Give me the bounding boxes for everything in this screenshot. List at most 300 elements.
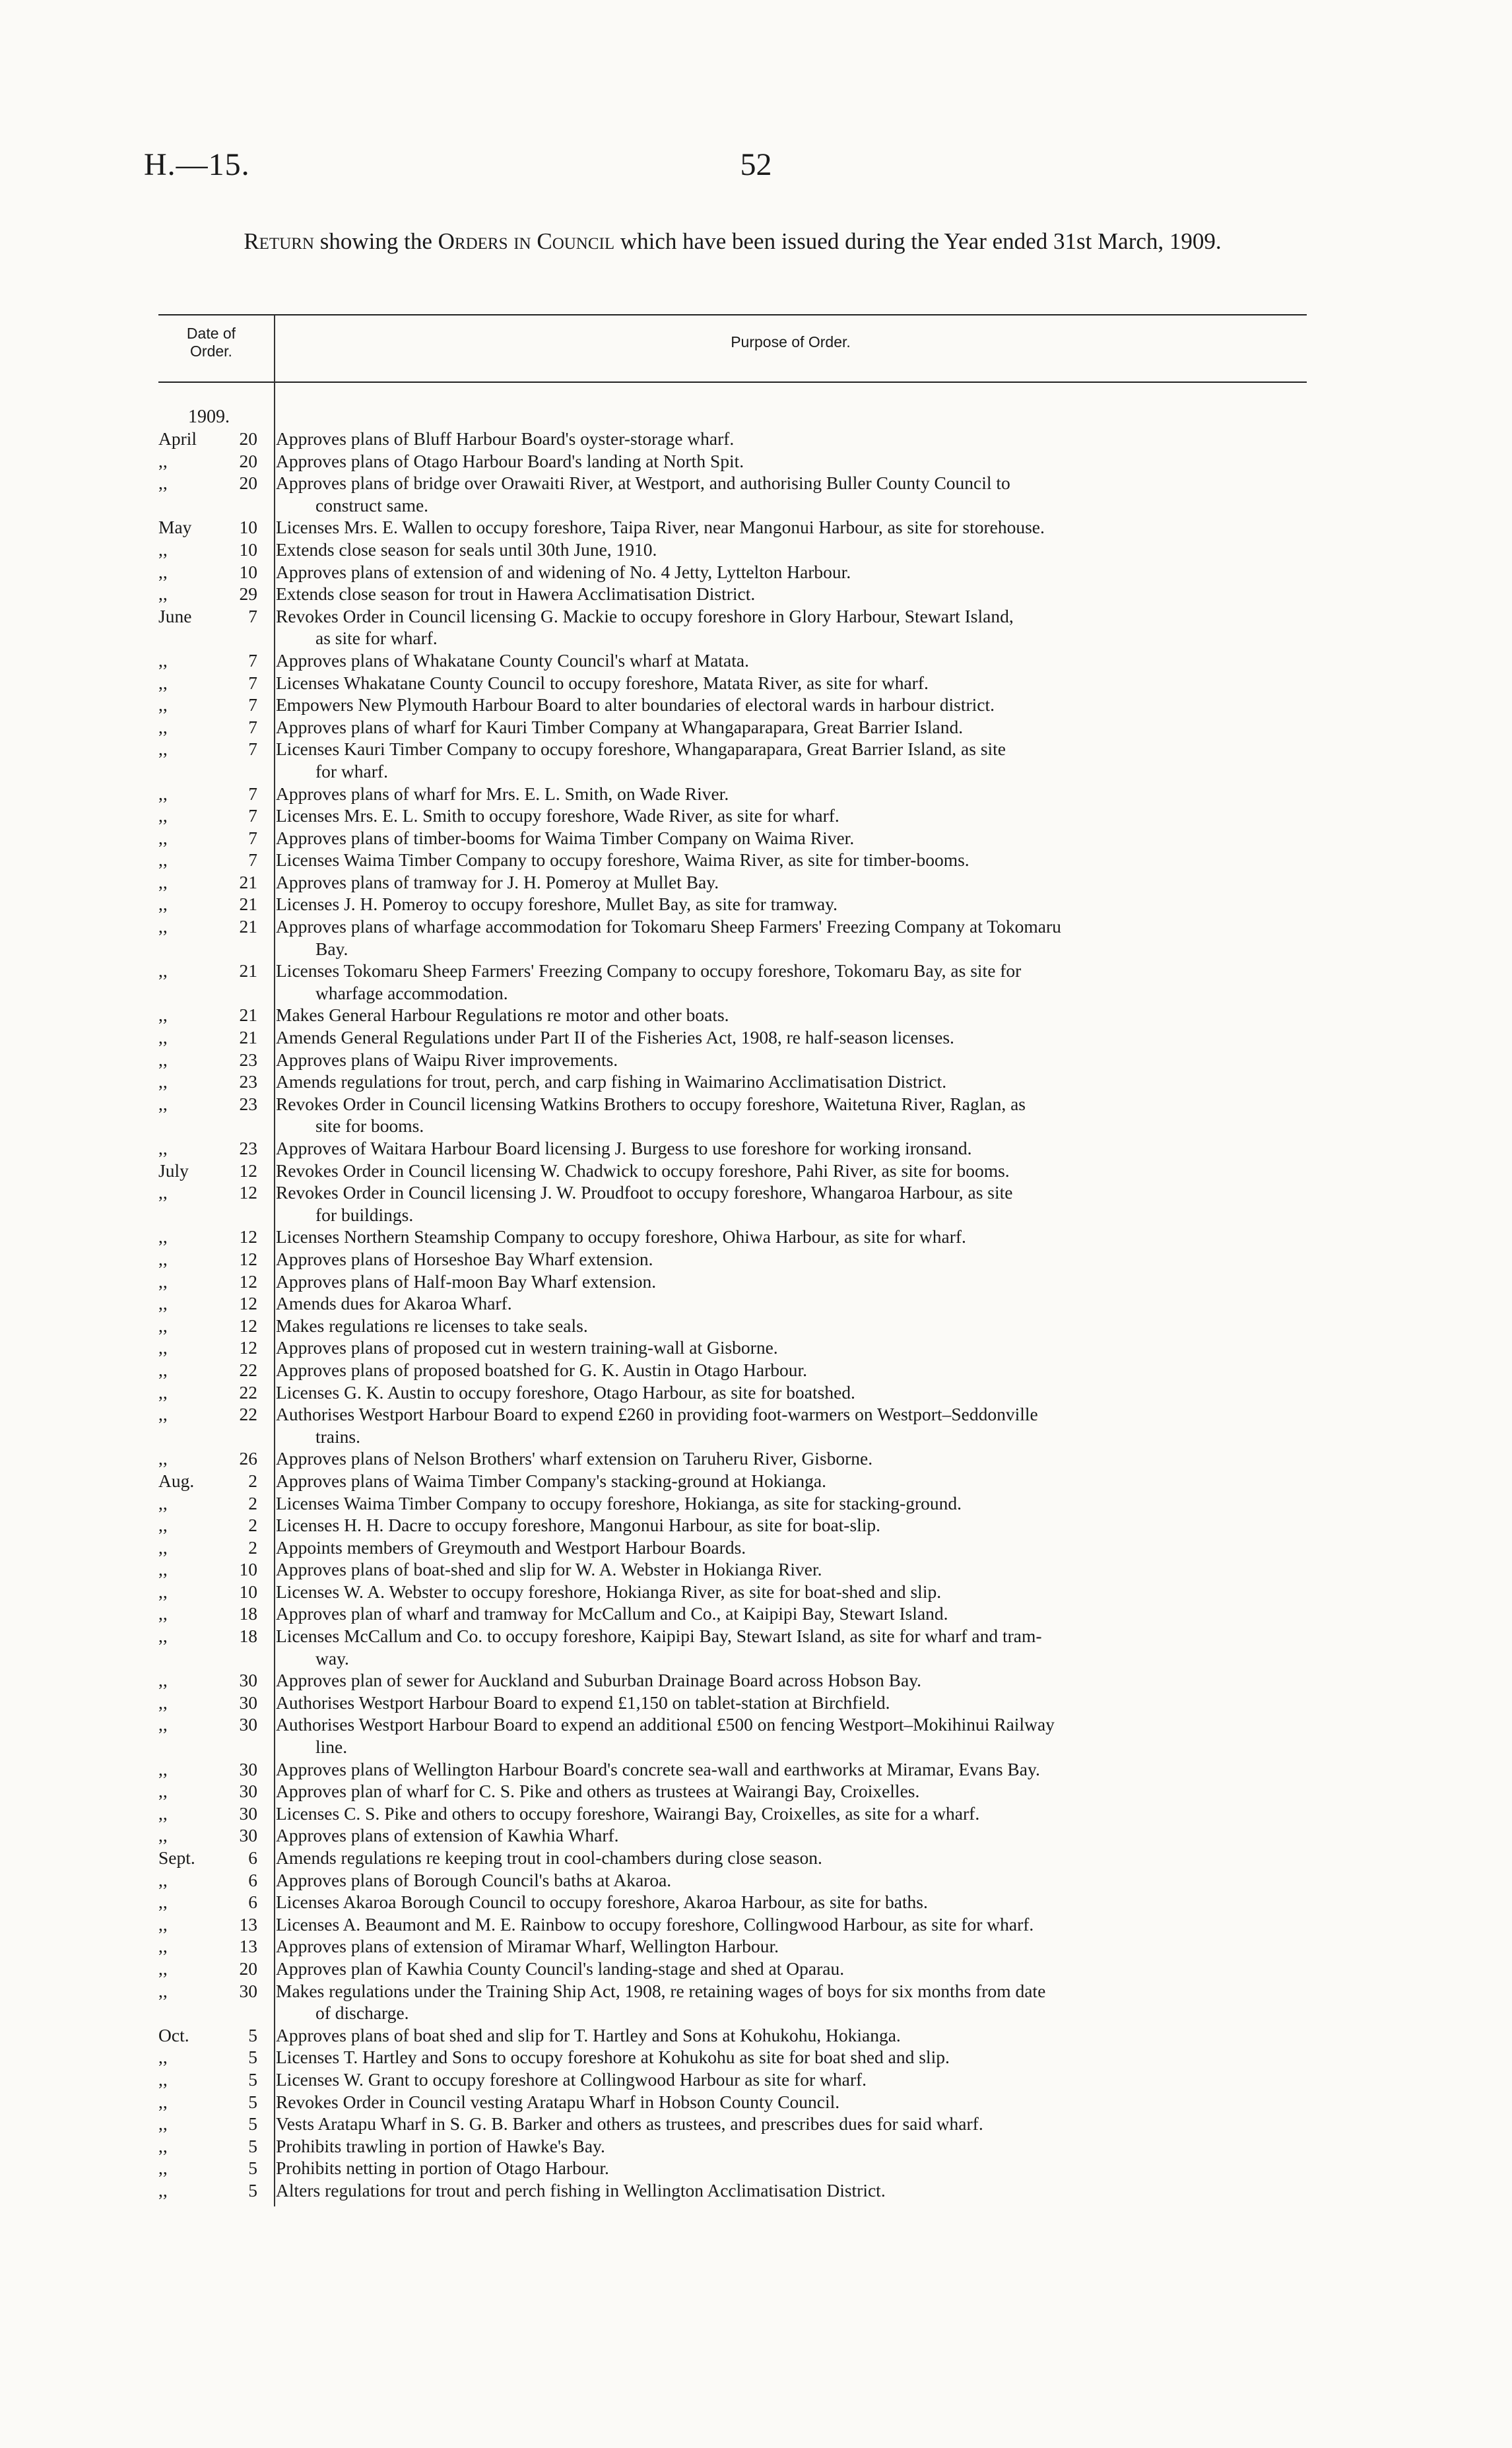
order-month: ,, [158, 1958, 168, 1979]
order-purpose-continuation: of discharge. [315, 2002, 409, 2024]
order-day: 6 [248, 1847, 257, 1868]
table-row [158, 1581, 1307, 1603]
order-purpose-line: Prohibits trawling in portion of Hawke's Bay. [276, 2135, 605, 2156]
order-purpose [257, 738, 1307, 782]
order-month: ,, [158, 1892, 168, 1913]
order-day: 30 [239, 1825, 257, 1846]
table-row [158, 1603, 1307, 1625]
order-month: ,, [158, 1781, 168, 1802]
order-purpose [257, 1581, 1307, 1603]
order-purpose [257, 1271, 1307, 1293]
order-day: 5 [248, 2091, 257, 2112]
order-purpose-line: Alters regulations for trout and perch fishing in Wellington Acclimatisation District. [276, 2179, 886, 2200]
order-day: 7 [248, 672, 257, 693]
order-purpose-line: Approves plans of Waipu River improvements. [276, 1049, 618, 1070]
order-day: 23 [239, 1138, 257, 1158]
order-month: ,, [158, 1803, 168, 1824]
table-row [158, 871, 1307, 894]
table-row [158, 539, 1307, 561]
document-title [158, 228, 1307, 255]
table-row [158, 2024, 1307, 2047]
order-purpose-line: Amends regulations re keeping trout in cool-chambers during close season. [276, 1847, 822, 1868]
order-month: ,, [158, 1337, 168, 1358]
order-purpose-line: Approves plans of wharfage accommodation for Tokomaru Sheep Farmers' Freezing Company at Tokomaru [276, 916, 1061, 937]
order-purpose [257, 1403, 1307, 1447]
order-month: ,, [158, 539, 168, 560]
order-month: April [158, 428, 197, 449]
order-day: 13 [239, 1936, 257, 1957]
table-row [158, 1780, 1307, 1803]
table-row [158, 1049, 1307, 1071]
order-day: 7 [248, 649, 257, 671]
order-month: May [158, 517, 192, 538]
table-row [158, 1004, 1307, 1026]
table-row [158, 1935, 1307, 1958]
order-purpose [257, 1181, 1307, 1226]
order-purpose-line: Licenses Mrs. E. Wallen to occupy foreshore, Taipa River, near Mangonui Harbour, as site for storehouse. [276, 517, 1045, 538]
order-month: ,, [158, 1537, 168, 1558]
order-month: ,, [158, 1293, 168, 1314]
order-day: 29 [239, 583, 257, 605]
table-row [158, 716, 1307, 739]
order-day: 6 [248, 1892, 257, 1913]
table-row [158, 2179, 1307, 2202]
title-orders-in-council: Orders in Council [438, 228, 615, 254]
order-purpose [257, 1514, 1307, 1537]
order-day: 12 [239, 1337, 257, 1358]
order-purpose-line: Approves plans of Wellington Harbour Board's concrete sea-wall and earthworks at Miramar, Evans Bay. [276, 1758, 1040, 1779]
order-month: ,, [158, 1559, 168, 1580]
order-purpose [257, 1381, 1307, 1404]
order-purpose [257, 1537, 1307, 1559]
order-month: ,, [158, 2068, 168, 2090]
order-purpose-continuation: for buildings. [315, 1204, 414, 1225]
order-purpose-line: Approves plans of boat shed and slip for T. Hartley and Sons at Kohukohu, Hokianga. [276, 2024, 901, 2045]
order-day: 30 [239, 1670, 257, 1691]
order-day: 7 [248, 849, 257, 871]
order-purpose-line: Extends close season for trout in Hawera Acclimatisation District. [276, 583, 756, 605]
order-month: ,, [158, 894, 168, 915]
order-purpose [257, 2068, 1307, 2091]
table-row [158, 1271, 1307, 1293]
table-row [158, 672, 1307, 694]
order-purpose-line: Vests Aratapu Wharf in S. G. B. Barker and others as trustees, and prescribes dues for said wharf. [276, 2113, 983, 2134]
order-month: ,, [158, 1226, 168, 1247]
order-purpose-line: Licenses Waima Timber Company to occupy foreshore, Hokianga, as site for stacking-ground. [276, 1492, 962, 1513]
order-day: 12 [239, 1271, 257, 1292]
order-month: ,, [158, 739, 168, 760]
order-purpose [257, 1824, 1307, 1847]
order-day: 26 [239, 1448, 257, 1469]
order-day: 30 [239, 1714, 257, 1735]
order-day: 21 [239, 916, 257, 937]
order-day: 30 [239, 1758, 257, 1779]
order-purpose [257, 1780, 1307, 1803]
table-row [158, 1692, 1307, 1714]
table-row [158, 1891, 1307, 1913]
order-purpose-line: Approves plans of bridge over Orawaiti River, at Westport, and authorising Buller County Council to [276, 473, 1010, 494]
order-day: 21 [239, 894, 257, 915]
table-top-rule [158, 314, 1307, 315]
order-day: 5 [248, 2024, 257, 2045]
order-purpose [257, 694, 1307, 716]
order-purpose [257, 2179, 1307, 2202]
order-day: 2 [248, 1515, 257, 1536]
table-row [158, 849, 1307, 871]
title-word-return: Return [244, 228, 314, 254]
order-day: 7 [248, 783, 257, 804]
page-number: 52 [740, 147, 772, 182]
order-day: 10 [239, 561, 257, 582]
order-purpose [257, 2091, 1307, 2113]
order-month: ,, [158, 849, 168, 871]
order-month: ,, [158, 1869, 168, 1890]
page-reference: H.—15. [144, 147, 250, 182]
order-purpose-line: Approves plans of Otago Harbour Board's landing at North Spit. [276, 450, 744, 471]
order-purpose-line: Approves plans of proposed boatshed for G. K. Austin in Otago Harbour. [276, 1359, 808, 1380]
table-row [158, 605, 1307, 649]
table-row [158, 450, 1307, 473]
order-day: 7 [248, 827, 257, 848]
order-day: 7 [248, 739, 257, 760]
table-row [158, 738, 1307, 782]
order-purpose [257, 1492, 1307, 1515]
order-purpose [257, 716, 1307, 739]
order-purpose-line: Amends dues for Akaroa Wharf. [276, 1293, 512, 1314]
order-purpose-continuation: line. [315, 1737, 348, 1758]
table-row [158, 827, 1307, 849]
order-day: 12 [239, 1315, 257, 1336]
order-month: ,, [158, 1315, 168, 1336]
order-purpose-line: Amends regulations for trout, perch, and carp fishing in Waimarino Acclimatisation District. [276, 1071, 947, 1092]
order-day: 5 [248, 2158, 257, 2179]
table-row [158, 516, 1307, 539]
order-purpose-line: Approves plans of extension of Kawhia Wharf. [276, 1825, 619, 1846]
order-purpose-line: Revokes Order in Council licensing Watkins Brothers to occupy foreshore, Waitetuna River, Raglan, as [276, 1093, 1026, 1114]
order-purpose-line: Licenses Northern Steamship Company to occupy foreshore, Ohiwa Harbour, as site for wharf. [276, 1226, 966, 1247]
order-purpose [257, 1935, 1307, 1958]
order-day: 12 [239, 1160, 257, 1181]
order-day: 21 [239, 1005, 257, 1026]
order-month: ,, [158, 561, 168, 582]
order-month: ,, [158, 783, 168, 804]
order-purpose [257, 960, 1307, 1004]
order-day: 10 [239, 1559, 257, 1580]
order-purpose-line: Approves plans of Waima Timber Company's stacking-ground at Hokianga. [276, 1470, 826, 1491]
order-day: 2 [248, 1537, 257, 1558]
order-day: 5 [248, 2135, 257, 2156]
order-purpose-continuation: Bay. [315, 938, 348, 959]
order-purpose [257, 1137, 1307, 1160]
order-day: 12 [239, 1182, 257, 1203]
order-purpose [257, 1980, 1307, 2024]
order-day: 22 [239, 1359, 257, 1380]
order-purpose-line: Approves plans of boat-shed and slip for W. A. Webster in Hokianga River. [276, 1559, 822, 1580]
order-purpose-line: Approves plans of tramway for J. H. Pomeroy at Mullet Bay. [276, 871, 719, 892]
table-row [158, 2091, 1307, 2113]
order-month: ,, [158, 672, 168, 693]
table-row [158, 1248, 1307, 1271]
table-row [158, 428, 1307, 450]
order-day: 7 [248, 716, 257, 737]
order-purpose [257, 2024, 1307, 2047]
order-month: ,, [158, 1248, 168, 1269]
order-month: ,, [158, 805, 168, 826]
order-month: ,, [158, 2135, 168, 2156]
order-purpose-continuation: trains. [315, 1426, 360, 1447]
order-purpose [257, 1315, 1307, 1337]
table-row [158, 1758, 1307, 1781]
order-purpose-line: Licenses Kauri Timber Company to occupy foreshore, Whangaparapara, Great Barrier Island, as site [276, 739, 1006, 760]
order-purpose [257, 1803, 1307, 1825]
order-month: ,, [158, 1093, 168, 1114]
order-purpose-line: Licenses Waima Timber Company to occupy foreshore, Waima River, as site for timber-booms. [276, 849, 970, 871]
table-row [158, 1292, 1307, 1315]
order-day: 18 [239, 1603, 257, 1624]
order-purpose-line: Appoints members of Greymouth and Westport Harbour Boards. [276, 1537, 746, 1558]
order-purpose [257, 1049, 1307, 1071]
order-day: 5 [248, 2047, 257, 2068]
table-row [158, 1847, 1307, 1869]
order-day: 5 [248, 2113, 257, 2134]
table-row [158, 805, 1307, 827]
order-purpose [257, 1625, 1307, 1669]
table-row [158, 1226, 1307, 1248]
title-text-a: showing the [319, 228, 432, 254]
order-day: 20 [239, 450, 257, 471]
order-month: ,, [158, 960, 168, 981]
order-purpose-continuation: as site for wharf. [315, 628, 438, 649]
table-row [158, 1315, 1307, 1337]
order-month: ,, [158, 2047, 168, 2068]
order-month: ,, [158, 1626, 168, 1647]
order-purpose-line: Approves of Waitara Harbour Board licensing J. Burgess to use foreshore for working ironsand. [276, 1138, 972, 1158]
order-purpose [257, 472, 1307, 516]
order-month: ,, [158, 1825, 168, 1846]
order-purpose-line: Licenses C. S. Pike and others to occupy foreshore, Wairangi Bay, Croixelles, as site for a wharf. [276, 1803, 980, 1824]
order-purpose-line: Approves plans of timber-booms for Waima Timber Company on Waima River. [276, 827, 855, 848]
order-purpose [257, 516, 1307, 539]
table-row [158, 915, 1307, 960]
table-row [158, 1913, 1307, 1936]
order-purpose-line: Licenses G. K. Austin to occupy foreshore, Otago Harbour, as site for boatshed. [276, 1381, 855, 1403]
table-row [158, 1625, 1307, 1669]
order-purpose-line: Approves plans of proposed cut in western training-wall at Gisborne. [276, 1337, 778, 1358]
order-purpose-line: Approves plan of wharf for C. S. Pike and others as trustees at Wairangi Bay, Croixelles. [276, 1781, 920, 1802]
order-purpose [257, 428, 1307, 450]
order-purpose [257, 1692, 1307, 1714]
table-row [158, 1071, 1307, 1093]
title-text-b: which have been issued during the Year ended 31st March, 1909. [620, 228, 1222, 254]
order-month: ,, [158, 1381, 168, 1403]
order-purpose [257, 1337, 1307, 1359]
order-month: ,, [158, 1027, 168, 1048]
order-purpose [257, 1292, 1307, 1315]
table-row [158, 1403, 1307, 1447]
order-purpose-line: Revokes Order in Council licensing J. W. Proudfoot to occupy foreshore, Whangaroa Harbour, as site [276, 1182, 1013, 1203]
order-day: 2 [248, 1470, 257, 1491]
order-purpose-continuation: construct same. [315, 494, 429, 515]
table-row [158, 1447, 1307, 1470]
order-purpose [257, 1004, 1307, 1026]
order-month: ,, [158, 1714, 168, 1735]
order-month: ,, [158, 2113, 168, 2134]
order-purpose-line: Licenses J. H. Pomeroy to occupy foreshore, Mullet Bay, as site for tramway. [276, 894, 838, 915]
order-day: 10 [239, 517, 257, 538]
order-month: ,, [158, 583, 168, 605]
order-purpose [257, 1669, 1307, 1692]
table-row [158, 1958, 1307, 1980]
order-purpose-line: Licenses A. Beaumont and M. E. Rainbow to occupy foreshore, Collingwood Harbour, as site for wharf. [276, 1913, 1034, 1935]
order-purpose-line: Authorises Westport Harbour Board to expend an additional £500 on fencing Westport–Mokihinui Railway [276, 1714, 1055, 1735]
order-purpose-line: Licenses W. Grant to occupy foreshore at Collingwood Harbour as site for wharf. [276, 2068, 867, 2090]
order-purpose [257, 1558, 1307, 1581]
order-purpose [257, 561, 1307, 583]
order-day: 12 [239, 1226, 257, 1247]
order-purpose-line: Licenses Tokomaru Sheep Farmers' Freezing Company to occupy foreshore, Tokomaru Bay, as site for [276, 960, 1022, 981]
order-purpose-line: Approves plans of extension of and widening of No. 4 Jetty, Lyttelton Harbour. [276, 561, 851, 582]
order-day: 5 [248, 2179, 257, 2200]
table-row [158, 1337, 1307, 1359]
order-month: ,, [158, 1692, 168, 1713]
table-header-rule [158, 381, 1307, 383]
order-purpose [257, 1093, 1307, 1137]
table-row [158, 1093, 1307, 1137]
table-row [158, 561, 1307, 583]
order-purpose [257, 1913, 1307, 1936]
table-row [158, 1803, 1307, 1825]
order-month: ,, [158, 1581, 168, 1602]
order-purpose [257, 1160, 1307, 1182]
order-month: ,, [158, 1758, 168, 1779]
order-purpose-line: Makes regulations re licenses to take seals. [276, 1315, 588, 1336]
order-purpose [257, 893, 1307, 915]
order-purpose [257, 1226, 1307, 1248]
order-day: 20 [239, 1958, 257, 1979]
order-purpose [257, 915, 1307, 960]
order-purpose-line: Approves plans of Whakatane County Council's wharf at Matata. [276, 649, 749, 671]
table-row [158, 1137, 1307, 1160]
order-month: ,, [158, 450, 168, 471]
table-row [158, 2046, 1307, 2068]
order-month: ,, [158, 1515, 168, 1536]
order-purpose-line: Approves plans of extension of Miramar Wharf, Wellington Harbour. [276, 1936, 779, 1957]
order-purpose [257, 2113, 1307, 2135]
order-purpose-line: Licenses Akaroa Borough Council to occupy foreshore, Akaroa Harbour, as site for baths. [276, 1892, 928, 1913]
order-purpose-line: Amends General Regulations under Part II of the Fisheries Act, 1908, re half-season licenses. [276, 1027, 954, 1048]
order-month: ,, [158, 694, 168, 715]
order-month: ,, [158, 473, 168, 494]
order-purpose-line: Licenses Whakatane County Council to occupy foreshore, Matata River, as site for wharf. [276, 672, 929, 693]
order-month: ,, [158, 2091, 168, 2112]
order-month: ,, [158, 1980, 168, 2001]
order-month: ,, [158, 916, 168, 937]
order-purpose-line: Authorises Westport Harbour Board to expend £260 in providing foot-warmers on Westport–Seddonville [276, 1404, 1038, 1425]
order-day: 7 [248, 605, 257, 626]
order-purpose [257, 2135, 1307, 2158]
order-purpose [257, 450, 1307, 473]
order-purpose-continuation: way. [315, 1647, 349, 1669]
order-purpose [257, 583, 1307, 605]
order-day: 7 [248, 805, 257, 826]
order-day: 18 [239, 1626, 257, 1647]
order-month: ,, [158, 1603, 168, 1624]
order-purpose-line: Authorises Westport Harbour Board to expend £1,150 on tablet-station at Birchfield. [276, 1692, 890, 1713]
order-month: Sept. [158, 1847, 195, 1868]
order-month: ,, [158, 1359, 168, 1380]
order-purpose-line: Extends close season for seals until 30th June, 1910. [276, 539, 657, 560]
table-row [158, 1160, 1307, 1182]
order-day: 30 [239, 1980, 257, 2001]
order-purpose [257, 1359, 1307, 1381]
order-purpose-line: Approves plan of sewer for Auckland and Suburban Drainage Board across Hobson Bay. [276, 1670, 922, 1691]
year-label: 1909. [188, 407, 230, 427]
order-month: Aug. [158, 1470, 195, 1491]
order-purpose-line: Licenses T. Hartley and Sons to occupy foreshore at Kohukohu as site for boat shed and slip. [276, 2047, 950, 2068]
table-row [158, 1470, 1307, 1492]
order-purpose-continuation: wharfage accommodation. [315, 982, 508, 1003]
order-month: Oct. [158, 2024, 189, 2045]
order-purpose-continuation: for wharf. [315, 760, 388, 781]
order-day: 21 [239, 871, 257, 892]
orders-table [158, 428, 1307, 2202]
order-day: 20 [239, 473, 257, 494]
order-purpose [257, 1447, 1307, 1470]
order-day: 12 [239, 1248, 257, 1269]
order-purpose [257, 1248, 1307, 1271]
order-purpose [257, 849, 1307, 871]
order-day: 7 [248, 694, 257, 715]
table-row [158, 1669, 1307, 1692]
order-purpose-line: Approves plans of Half-moon Bay Wharf extension. [276, 1271, 657, 1292]
order-purpose [257, 1758, 1307, 1781]
table-row [158, 1514, 1307, 1537]
order-purpose-line: Makes General Harbour Regulations re motor and other boats. [276, 1005, 729, 1026]
table-row [158, 649, 1307, 672]
order-month: ,, [158, 1936, 168, 1957]
order-month: ,, [158, 1271, 168, 1292]
order-day: 2 [248, 1492, 257, 1513]
order-purpose [257, 672, 1307, 694]
order-day: 12 [239, 1293, 257, 1314]
table-row [158, 1558, 1307, 1581]
order-month: ,, [158, 1071, 168, 1092]
order-month: ,, [158, 1404, 168, 1425]
order-purpose [257, 783, 1307, 805]
order-month: ,, [158, 1913, 168, 1935]
order-purpose-line: Licenses Mrs. E. L. Smith to occupy foreshore, Wade River, as site for wharf. [276, 805, 839, 826]
table-row [158, 2157, 1307, 2179]
order-month: June [158, 605, 192, 626]
table-row [158, 472, 1307, 516]
table-row [158, 1824, 1307, 1847]
order-day: 30 [239, 1781, 257, 1802]
table-row [158, 2068, 1307, 2091]
order-purpose [257, 605, 1307, 649]
order-purpose [257, 1891, 1307, 1913]
order-purpose-line: Licenses W. A. Webster to occupy foreshore, Hokianga River, as site for boat-shed and slip. [276, 1581, 942, 1602]
order-purpose-line: Approves plans of Nelson Brothers' wharf extension on Taruheru River, Gisborne. [276, 1448, 873, 1469]
table-row [158, 960, 1307, 1004]
order-purpose-line: Prohibits netting in portion of Otago Harbour. [276, 2158, 609, 2179]
order-purpose [257, 1847, 1307, 1869]
order-day: 20 [239, 428, 257, 449]
order-purpose [257, 827, 1307, 849]
order-day: 23 [239, 1093, 257, 1114]
order-purpose-line: Approves plans of Borough Council's baths at Akaroa. [276, 1869, 672, 1890]
table-row [158, 2135, 1307, 2158]
order-month: ,, [158, 716, 168, 737]
